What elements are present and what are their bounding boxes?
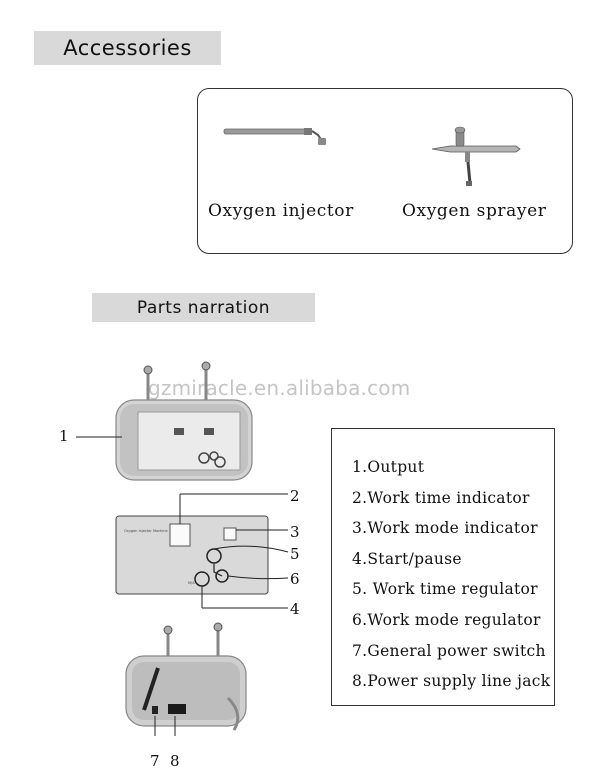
device-front-image (56, 360, 256, 490)
parts-narration-title: Parts narration (136, 297, 271, 318)
legend-item-power-supply-line-jack: 8.Power supply line jack (352, 672, 551, 691)
accessories-box (197, 88, 573, 254)
legend-item-work-time-regulator: 5. Work time regulator (352, 580, 538, 599)
parts-legend-box (331, 428, 555, 706)
callout-2: 2 (290, 487, 300, 505)
legend-item-output: 1.Output (352, 458, 425, 476)
legend-item-work-time-indicator: 2.Work time indicator (352, 488, 530, 507)
callout-3: 3 (290, 523, 300, 541)
panel-title-text: Oxygen Injector Machine (124, 529, 168, 533)
watermark: gzmiracle.en.alibaba.com (148, 376, 411, 400)
oxygen-injector-label: Oxygen injector (208, 201, 354, 221)
callout-5: 5 (290, 545, 300, 563)
callout-1: 1 (59, 427, 69, 445)
legend-item-general-power-switch: 7.General power switch (352, 641, 546, 660)
callout-4: 4 (290, 600, 300, 618)
oxygen-sprayer-icon (430, 125, 522, 187)
oxygen-injector-icon (222, 123, 332, 151)
legend-item-work-mode-indicator: 3.Work mode indicator (352, 519, 538, 538)
control-panel-diagram (110, 484, 310, 614)
legend-item-work-mode-regulator: 6.Work mode regulator (352, 610, 541, 629)
oxygen-sprayer-label: Oxygen sprayer (402, 201, 547, 221)
callout-7: 7 (150, 752, 160, 770)
parts-legend-list (352, 457, 550, 702)
parts-narration-header (92, 293, 315, 322)
device-rear-image (118, 618, 258, 736)
callout-6: 6 (290, 570, 300, 588)
callout-8: 8 (170, 752, 180, 770)
panel-ma-text: M/A (188, 581, 195, 585)
accessories-title: Accessories (63, 36, 192, 60)
legend-item-start-pause: 4.Start/pause (352, 549, 462, 568)
accessories-header (34, 31, 221, 65)
